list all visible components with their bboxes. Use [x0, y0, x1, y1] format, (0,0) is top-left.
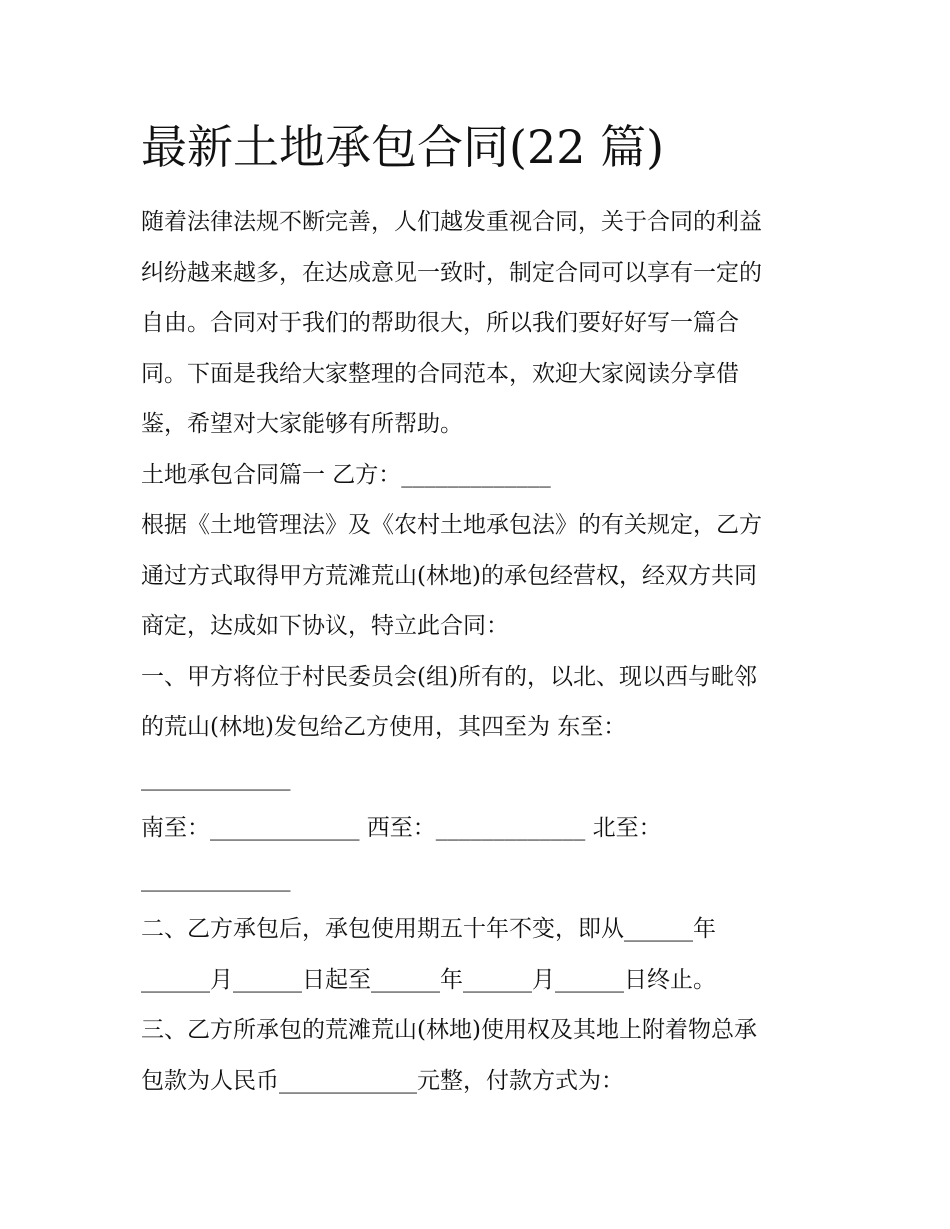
clause-1-line-1: 一、甲方将位于村民委员会(组)所有的，以北、现以西与毗邻 [141, 663, 757, 690]
intro-line-2: 纠纷越来越多，在达成意见一致时，制定合同可以享有一定的 [141, 259, 762, 286]
clause-3-line-1: 三、乙方所承包的荒滩荒山(林地)使用权及其地上附着物总承 [141, 1017, 757, 1043]
north-boundary-blank: _____________ [141, 865, 291, 892]
contract-heading-line: 土地承包合同篇一 乙方：_____________ [141, 461, 551, 488]
clause-2-line-1: 二、乙方承包后，承包使用期五十年不变，即从______年 [141, 916, 716, 942]
contract-basis-line-1: 根据《土地管理法》及《农村土地承包法》的有关规定，乙方 [141, 512, 762, 538]
intro-line-1: 随着法律法规不断完善，人们越发重视合同，关于合同的利益 [141, 209, 762, 235]
clause-3-line-2: 包款为人民币____________元整，付款方式为： [141, 1067, 624, 1094]
clause-1-line-2: 的荒山(林地)发包给乙方使用，其四至为 东至： [141, 714, 627, 740]
boundaries-line: 南至：_____________ 西至：_____________ 北至： [141, 815, 662, 841]
intro-line-3: 自由。合同对于我们的帮助很大，所以我们要好好写一篇合 [141, 310, 739, 336]
intro-line-4: 同。下面是我给大家整理的合同范本，欢迎大家阅读分享借 [141, 360, 739, 387]
clause-2-line-2: ______月______日起至______年______月______日终止。 [141, 966, 716, 993]
intro-line-5: 鉴，希望对大家能够有所帮助。 [141, 411, 463, 437]
document-title: 最新土地承包合同(22 篇) [141, 120, 665, 174]
east-boundary-blank: _____________ [141, 764, 291, 791]
contract-basis-line-3: 商定，达成如下协议，特立此合同： [141, 613, 509, 639]
contract-basis-line-2: 通过方式取得甲方荒滩荒山(林地)的承包经营权，经双方共同 [141, 562, 757, 589]
document-body [141, 197, 821, 1106]
